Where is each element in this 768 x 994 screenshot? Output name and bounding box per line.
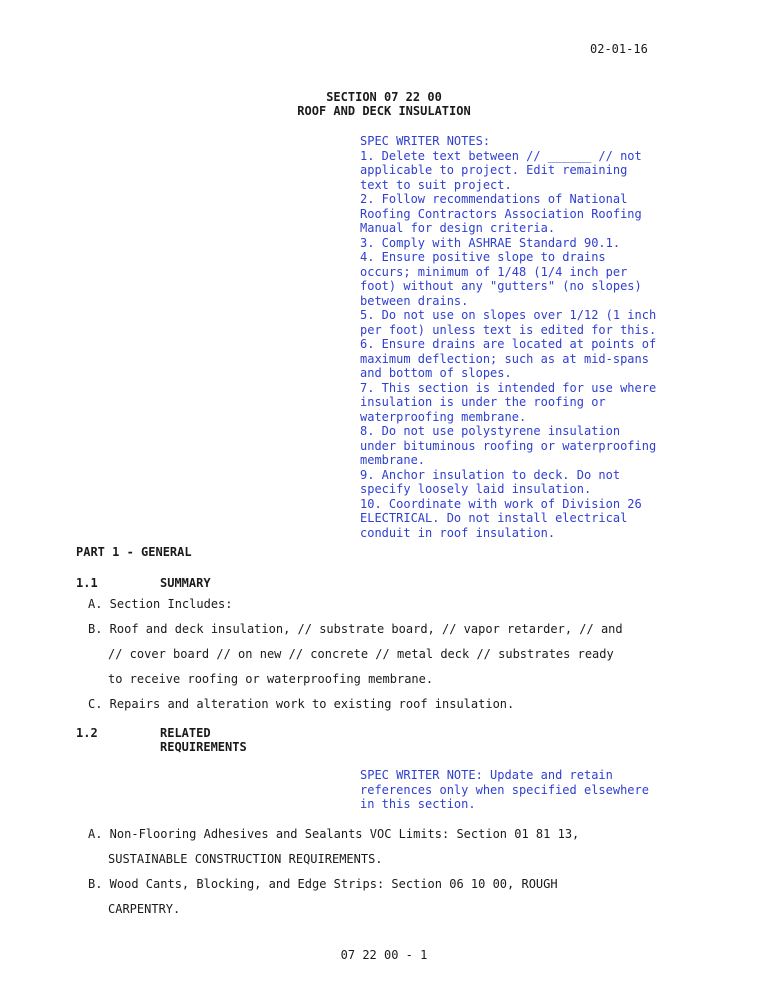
spec-writer-note-related [360, 768, 690, 812]
note-line: ELECTRICAL. Do not install electrical [360, 511, 628, 525]
part-1-heading: PART 1 - GENERAL [76, 545, 192, 559]
note-line: waterproofing membrane. [360, 409, 527, 424]
note-line: per foot) unless text is edited for this. [360, 322, 657, 337]
heading-number: 1.2 [76, 726, 98, 740]
note-line: membrane. [360, 453, 426, 467]
note-line: and bottom of slopes. [360, 366, 512, 380]
note-line: under bituminous roofing or waterproofing [360, 438, 657, 453]
section-number: SECTION 07 22 00 [326, 90, 442, 104]
note-line: 3. Comply with ASHRAE Standard 90.1. [360, 235, 621, 250]
note-line: references only when specified elsewhere [360, 782, 649, 797]
summary-item-a: A. Section Includes: [88, 597, 233, 611]
note-line: applicable to project. Edit remaining [360, 163, 628, 177]
page-footer: 07 22 00 - 1 [340, 948, 428, 962]
note-line: 7. This section is intended for use where [360, 380, 657, 395]
summary-item-c: C. Repairs and alteration work to existing roof insulation. [88, 697, 515, 711]
note-line: 10. Coordinate with work of Division 26 [360, 496, 642, 511]
related-item-a-line2: SUSTAINABLE CONSTRUCTION REQUIREMENTS. [108, 852, 383, 866]
note-line: maximum deflection; such as at mid-spans [360, 351, 649, 366]
note-line: in this section. [360, 797, 476, 811]
related-item-a-line1: A. Non-Flooring Adhesives and Sealants VOC Limits: Section 01 81 13, [88, 827, 580, 841]
note-line: 1. Delete text between // ______ // not [360, 148, 642, 163]
summary-item-b-line3: to receive roofing or waterproofing membrane. [108, 672, 434, 686]
related-item-b-line1: B. Wood Cants, Blocking, and Edge Strips: Section 06 10 00, ROUGH [88, 877, 558, 891]
spec-writer-notes [360, 134, 690, 540]
section-title: ROOF AND DECK INSULATION [297, 104, 471, 118]
note-line: occurs; minimum of 1/48 (1/4 inch per [360, 264, 628, 279]
note-line: Roofing Contractors Association Roofing [360, 206, 642, 221]
note-line: 5. Do not use on slopes over 1/12 (1 inch [360, 308, 657, 322]
heading-number: 1.1 [76, 576, 98, 590]
note-line: 4. Ensure positive slope to drains [360, 250, 606, 264]
note-line: specify loosely laid insulation. [360, 482, 592, 496]
note-line: foot) without any "gutters" (no slopes) [360, 279, 642, 293]
header-date: 02-01-16 [590, 42, 648, 56]
summary-item-b-line2: // cover board // on new // concrete // metal deck // substrates ready [108, 647, 614, 661]
note-line: between drains. [360, 293, 469, 308]
heading-label: RELATED REQUIREMENTS [160, 726, 247, 754]
note-line: 8. Do not use polystyrene insulation [360, 424, 621, 438]
note-line: insulation is under the roofing or [360, 395, 606, 409]
heading-label: SUMMARY [160, 576, 211, 590]
note-line: 2. Follow recommendations of National [360, 192, 628, 206]
note-line: 9. Anchor insulation to deck. Do not [360, 467, 621, 482]
note-line: Manual for design criteria. [360, 221, 556, 235]
note-line: SPEC WRITER NOTE: Update and retain [360, 768, 613, 782]
summary-item-b-line1: B. Roof and deck insulation, // substrate board, // vapor retarder, // and [88, 622, 623, 636]
note-line: SPEC WRITER NOTES: [360, 134, 491, 148]
note-line: 6. Ensure drains are located at points of [360, 337, 657, 351]
related-item-b-line2: CARPENTRY. [108, 902, 181, 916]
note-line: conduit in roof insulation. [360, 525, 556, 540]
note-line: text to suit project. [360, 177, 512, 192]
